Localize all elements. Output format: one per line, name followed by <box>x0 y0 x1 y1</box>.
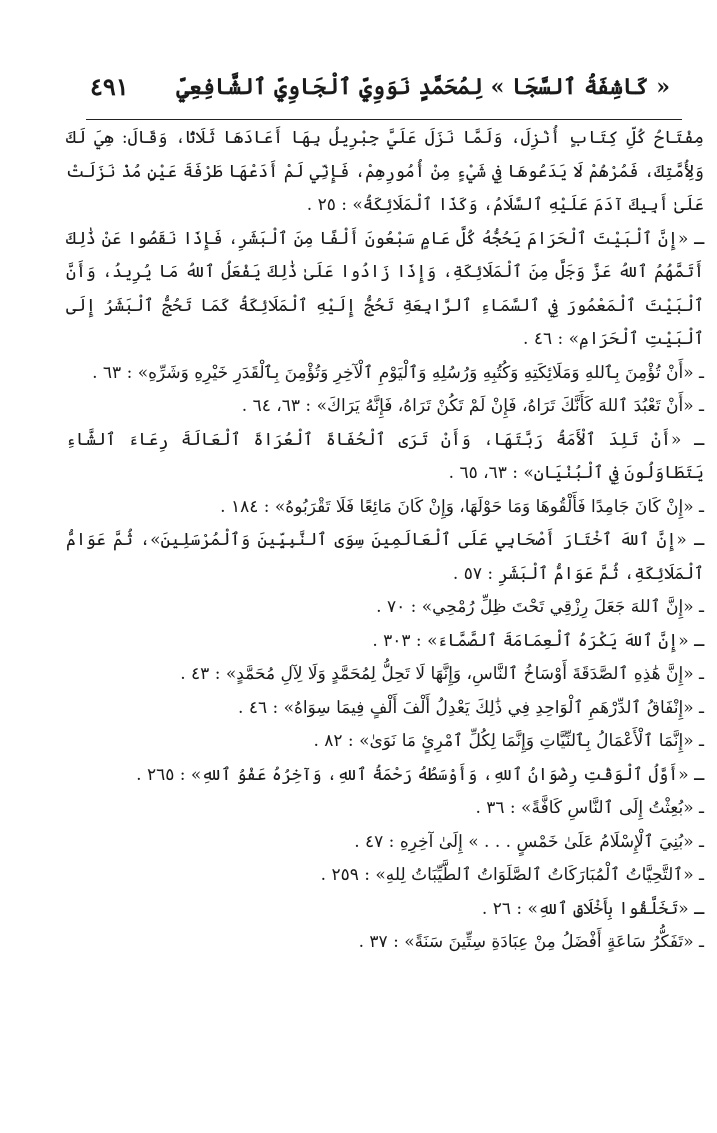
header-rule <box>86 119 682 120</box>
index-entry: ـ «إِنَّمَا ٱلْأَعْمَالُ بِٱلنِّيَّاتِ وَإِنَّمَا لِكُلِّ ٱمْرِئٍ مَا نَوَىٰ» : ٨٢ . <box>313 731 704 751</box>
index-entry: ـ «بُنِيَ ٱلْإِسْلَامُ عَلَىٰ خَمْسٍ . . . » إِلَىٰ آخِرِهِ : ٤٧ . <box>354 831 704 852</box>
index-entry: ـ «إِنْفَاقُ ٱلدِّرْهَمِ ٱلْوَاحِدِ فِي ذَٰلِكَ يَعْدِلُ أَلْفَ أَلْفٍ فِيمَا سِوَاهُ» : ٤٦ . <box>238 697 704 718</box>
index-entry: ـ «أَنْ تَعْبُدَ ٱللهَ كَأَنَّكَ تَرَاهُ، فَإِنْ لَمْ تَكُنْ تَرَاهُ، فَإِنَّهُ يَرَاكَ» : ٦٣، ٦٤ . <box>241 396 704 416</box>
running-title: « كَاشِفَةُ ٱلسَّجَا » لِمُحَمَّدٍ نَوَوِيِّ ٱلْجَاوِيِّ ٱلشَّافِعِيِّ <box>176 74 670 100</box>
index-entry: ـ «أَنْ تُؤْمِنَ بِٱللهِ وَمَلَائِكَتِهِ وَكُتُبِهِ وَرُسُلِهِ وَٱلْيَوْمِ ٱلْآخِرِ وَتُؤْمِنَ بِٱلْقَدَرِ خَيْرِهِ وَشَرِّهِ» : ٦٣ . <box>92 362 704 383</box>
index-entry: ـ «أَوَّلُ ٱلْوَقْتِ رِضْوَانُ ٱللهِ، وَأَوْسَطُهُ رَحْمَةُ ٱللهِ، وَآخِرُهُ عَفْوُ ٱللهِ» : ٢٦٥ . <box>136 764 704 785</box>
index-entry: ـ «بُعِثْتُ إِلَى ٱلنَّاسِ كَافَّةً» : ٣٦ . <box>475 798 704 818</box>
index-entry: ـ «إِنَّ ٱللهَ يَكْرَهُ ٱلْعِمَامَةَ ٱلصَّمَّاءَ» : ٣٠٣ . <box>372 630 704 651</box>
index-entry: ـ «إِنَّ ٱللهَ جَعَلَ رِزْقِي تَحْتَ ظِلِّ رُمْحِي» : ٧٠ . <box>376 597 704 617</box>
index-entry: ـ «إِنْ كَانَ جَامِدًا فَأَلْقُوهَا وَمَا حَوْلَهَا، وَإِنْ كَانَ مَائِعًا فَلَا تَقْرَبُوهُ» : ١٨٤ . <box>220 496 704 517</box>
page-number: ٤٩١ <box>90 72 129 101</box>
index-entry: ـ «إِنَّ ٱلْبَيْتَ ٱلْحَرَامَ يَحُجُّهُ كُلَّ عَامٍ سَبْعُونَ أَلْفًا مِنَ ٱلْبَشَرِ، فَإِذَا نَقَصُوا عَنْ ذَٰلِكَ أَتَمَّهُمُ ٱللهُ عَزَّ وَجَلَّ مِنَ ٱلْمَلَائِكَةِ، وَإِذَا زَادُوا عَلَىٰ ذَٰلِكَ يَفْعَلُ ٱللهُ مَا يُرِيدُ، وَأَنَّ ٱلْبَيْتَ ٱلْمَعْمُورَ فِي ٱلسَّمَاءِ ٱلرَّابِعَةِ تَحُجُّ إِلَيْهِ ٱلْمَلَائِكَةُ كَمَا تَحُجُّ ٱلْبَشَرُ إِلَى ٱلْبَيْتِ ٱلْحَرَامِ» : ٤٦ . <box>66 228 704 349</box>
index-entry: ـ «أَنْ تَلِدَ ٱلْأَمَةُ رَبَّتَهَا، وَأَنْ تَرَى ٱلْحُفَاةَ ٱلْعُرَاةَ ٱلْعَالَةَ رِعَاءَ ٱلشَّاءِ يَتَطَاوَلُونَ فِي ٱلْبُنْيَانِ» : ٦٣، ٦٥ . <box>66 429 704 483</box>
page-header <box>90 72 680 112</box>
index-entry: ـ «إِنَّ ٱللهَ ٱخْتَارَ أَصْحَابِي عَلَى ٱلْعَالَمِينَ سِوَى ٱلنَّبِيِّينَ وَٱلْمُرْسَلِينَ»، ثُمَّ عَوَامُّ ٱلْمَلَائِكَةِ، ثُمَّ عَوَامُّ ٱلْبَشَرِ : ٥٧ . <box>66 530 704 584</box>
index-entry: ـ «إِنَّ هَٰذِهِ ٱلصَّدَقَةَ أَوْسَاخُ ٱلنَّاسِ، وَإِنَّهَا لَا تَحِلُّ لِمُحَمَّدٍ وَلَا لِآلِ مُحَمَّدٍ» : ٤٣ . <box>180 664 704 684</box>
index-entry: مِفْتَاحُ كُلِّ كِتَابٍ أُنْزِلَ، وَلَمَّا نَزَلَ عَلَيَّ جِبْرِيلُ بِهَا أَعَادَهَا ثَلَاثًا، وَقَالَ: هِيَ لَكَ وَلِأُمَّتِكَ، فَمُرْهُمْ لَا يَدَعُوهَا فِي شَيْءٍ مِنْ أُمُورِهِمْ، فَإِنِّي لَمْ أَدَعْهَا طَرْفَةَ عَيْنٍ مُذْ نَزَلَتْ عَلَىٰ أَبِيكَ آدَمَ عَلَيْهِ ٱلسَّلَامُ، وَكَذَا ٱلْمَلَائِكَةُ» : ٢٥ . <box>66 128 704 215</box>
index-entry: ـ «تَخَلَّقُوا بِأَخْلَاقِ ٱللهِ» : ٢٦ . <box>481 898 704 919</box>
index-body <box>66 122 704 960</box>
index-entry: ـ «تَفَكُّرُ سَاعَةٍ أَفْضَلُ مِنْ عِبَادَةِ سِتِّينَ سَنَةً» : ٣٧ . <box>358 932 704 952</box>
index-entry: ـ «ٱلتَّحِيَّاتُ ٱلْمُبَارَكَاتُ ٱلصَّلَوَاتُ ٱلطَّيِّبَاتُ لِلهِ» : ٢٥٩ . <box>320 865 704 885</box>
